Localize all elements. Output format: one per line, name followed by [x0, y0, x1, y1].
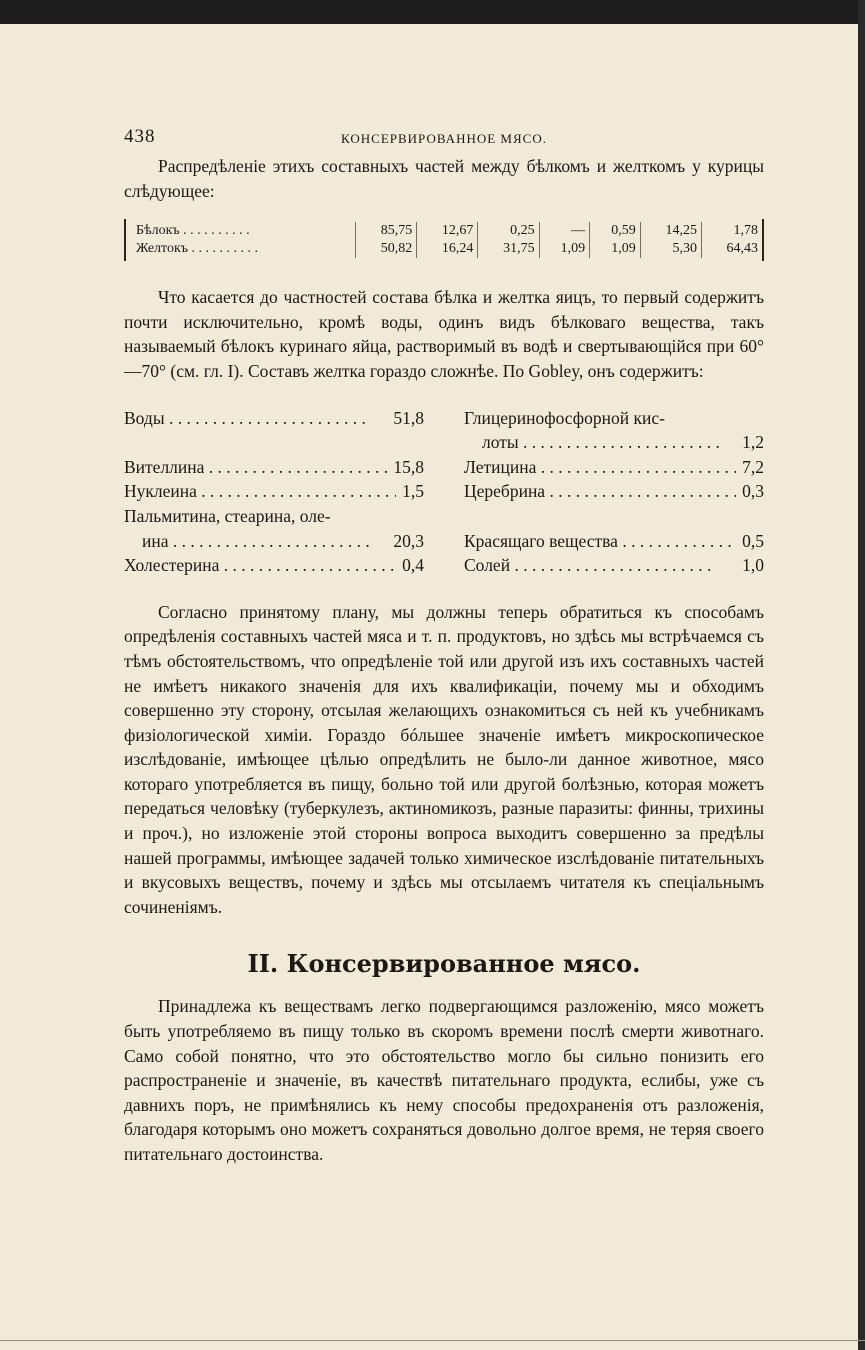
table-cell: 14,25 [640, 222, 701, 240]
table-cell: 64,43 [701, 240, 762, 258]
running-head [124, 120, 764, 154]
table-cell: 85,75 [356, 222, 417, 240]
list-item: Глицеринофосфорной кис- [464, 407, 665, 428]
intro-paragraph: Распредѣленіе этихъ составныхъ частей между бѣлкомъ и желткомъ у курицы слѣдующее: [124, 156, 764, 201]
list-item: Церебрина . . . 0,3 [464, 479, 764, 504]
book-page [124, 120, 764, 1167]
table-cell: 16,24 [417, 240, 478, 258]
table-row [136, 240, 762, 258]
scan-top-border [0, 0, 865, 24]
list-item: Пальмитина, стеарина, оле- [124, 505, 331, 526]
body-paragraph-1: Что касается до частностей состава бѣлка и желтка яицъ, то первый содержитъ почти исключительно, кромѣ воды, одинъ видъ бѣлковаго вещества, такъ называемый бѣлокъ куринаго яйца, растворимый въ водѣ и свертывающійся при 60°—70° (см. гл. I). Составъ желтка гораздо сложнѣе. По Gobley, онъ содержитъ: [124, 287, 764, 381]
list-item: Вителлина . . . 15,8 [124, 455, 424, 480]
list-item: Нуклеина . . . 1,5 [124, 479, 424, 504]
body-paragraph-2: Согласно принятому плану, мы должны теперь обратиться къ способамъ опредѣленія составныхъ частей мяса и т. п. продуктовъ, но здѣсь мы встрѣчаемся съ тѣмъ обстоятельствомъ, что опредѣленіе той или другой изъ ихъ составныхъ частей не имѣетъ никакого значенія для ихъ квалификаціи, почему мы и обходимъ совершенно эту сторону, отсылая желающихъ ознакомиться съ ней къ учебникамъ физіологической химіи. Гораздо бóльшее значеніе имѣетъ микроскопическое изслѣдованіе, имѣющее цѣлью опредѣлить не было-ли данное животное, мясо котораго употребляется въ пищу, больно той или другой болѣзнью, которая можетъ передаться человѣку (туберкулезъ, актиномикозъ, разные паразиты: финны, трихины и проч.), но изложеніе этой стороны вопроса выходитъ совершенно за предѣлы нашей программы, имѣющее задачей только химическое изслѣдованіе питательныхъ и вкусовыхъ веществъ, почему и здѣсь мы отсылаемъ читателя къ спеціальнымъ сочиненіямъ. [124, 601, 764, 917]
list-spacer [464, 504, 764, 529]
row-label: Бѣлокъ . . . [136, 222, 356, 240]
list-item: Солей . . . 1,0 [464, 553, 764, 578]
running-title: КОНСЕРВИРОВАННОЕ МЯСО. [341, 131, 547, 146]
list-item: Красящаго вещества . . . 0,5 [464, 529, 764, 554]
body-paragraph-3: Принадлежа къ веществамъ легко подвергающимся разложенію, мясо можетъ быть употребляемо въ пищу только въ скоромъ времени послѣ смерти животнаго. Само собой понятно, что это обстоятельство могло бы сильно понизить его распространеніе и значеніе, въ качествѣ питательнаго продукта, еслибы, уже съ давнихъ поръ, не примѣнялись къ нему способы предохраненія отъ разложенія, благодаря которымъ оно можетъ сохраняться довольно долгое время, не теряя своего питательнаго достоинства. [124, 996, 764, 1164]
page-number: 438 [124, 126, 156, 147]
list-spacer [124, 430, 424, 455]
list-item: Летицина . . . 7,2 [464, 455, 764, 480]
list-item: Холестерина . . . 0,4 [124, 553, 424, 578]
row-label: Желтокъ . . . [136, 240, 356, 258]
list-item: Воды . . . 51,8 [124, 406, 424, 431]
scan-right-border [858, 0, 865, 1350]
table-cell: 1,09 [590, 240, 641, 258]
composition-column-right [464, 406, 764, 578]
table-cell: — [539, 222, 590, 240]
table-cell: 50,82 [356, 240, 417, 258]
list-item: ина . . . 20,3 [124, 529, 424, 554]
table-cell: 1,78 [701, 222, 762, 240]
scan-bottom-edge [0, 1340, 865, 1341]
table-cell: 0,25 [478, 222, 539, 240]
distribution-table [124, 219, 764, 261]
list-item: лоты . . . 1,2 [464, 430, 764, 455]
table-cell: 5,30 [640, 240, 701, 258]
yolk-composition-list [124, 406, 764, 578]
table-cell: 0,59 [590, 222, 641, 240]
composition-column-left [124, 406, 424, 578]
table-row [136, 222, 762, 240]
table-cell: 1,09 [539, 240, 590, 258]
table-cell: 12,67 [417, 222, 478, 240]
section-heading: II. Консервированное мясо. [247, 949, 641, 979]
table-cell: 31,75 [478, 240, 539, 258]
